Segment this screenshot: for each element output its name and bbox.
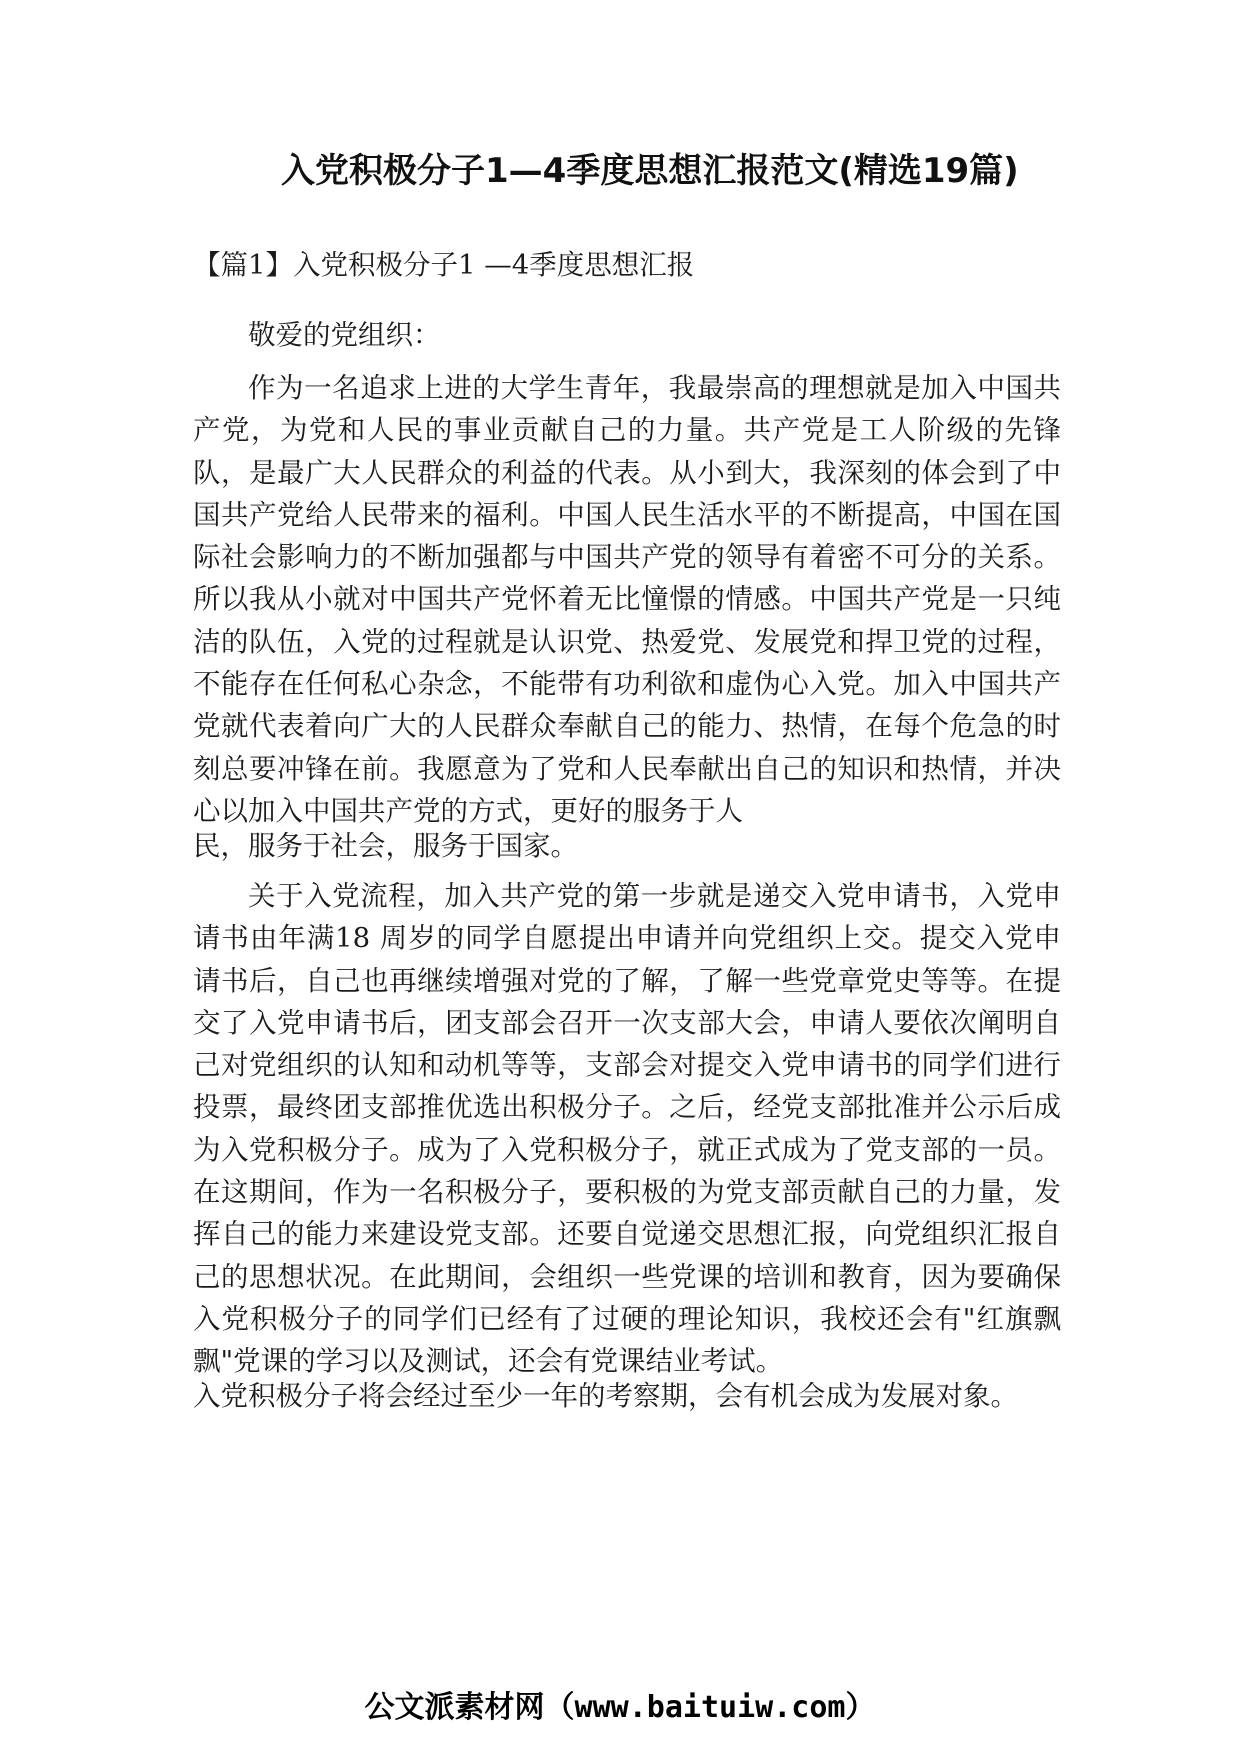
paragraph-1: 作为一名追求上进的大学生青年，我最崇高的理想就是加入中国共产党，为党和人民的事业贡献自己的力量。共产党是工人阶级的先锋队，是最广大人民群众的利益的代表。从小到大，我深刻的体会到了中国共产党给人民带来的福利。中国人民生活水平的不断提高，中国在国际社会影响力的不断加强都与中国共产党的领导有着密不可分的关系。所以我从小就对中国共产党怀着无比憧憬的情感。中国共产党是一只纯洁的队伍，入党的过程就是认识党、热爱党、发展党和捍卫党的过程，不能存在任何私心杂念，不能带有功利欲和虚伪心入党。加入中国共产党就代表着向广大的人民群众奉献自己的能力、热情，在每个危急的时刻总要冲锋在前。我愿意为了党和人民奉献出自己的知识和热情，并决心以加入中国共产党的方式，更好的服务于人 (193, 372, 1061, 827)
salutation: 敬爱的党组织： (248, 319, 441, 351)
footer-site-link[interactable]: 公文派素材网（www.baituiw.com） (364, 1690, 876, 1725)
document-title: 入党积极分子1—4季度思想汇报范文(精选19篇) (281, 151, 1019, 191)
paragraph-2-tail: 入党积极分子将会经过至少一年的考察期，会有机会成为发展对象。 (193, 1380, 1018, 1412)
paragraph-1-tail: 民，服务于社会，服务于国家。 (193, 830, 578, 862)
section-heading: 【篇1】入党积极分子1 —4季度思想汇报 (193, 249, 695, 281)
paragraph-2: 关于入党流程，加入共产党的第一步就是递交入党申请书，入党申请书由年满18 周岁的同学自愿提出申请并向党组织上交。提交入党申请书后，自己也再继续增强对党的了解，了解一些党章党史等等。在提交了入党申请书后，团支部会召开一次支部大会，申请人要依次阐明自己对党组织的认知和动机等等，支部会对提交入党申请书的同学们进行投票，最终团支部推优选出积极分子。之后，经党支部批准并公示后成为入党积极分子。成为了入党积极分子，就正式成为了党支部的一员。在这期间，作为一名积极分子，要积极的为党支部贡献自己的力量，发挥自己的能力来建设党支部。还要自觉递交思想汇报，向党组织汇报自己的思想状况。在此期间，会组织一些党课的培训和教育，因为要确保入党积极分子的同学们已经有了过硬的理论知识，我校还会有"红旗飘飘"党课的学习以及测试，还会有党课结业考试。 (193, 880, 1061, 1378)
